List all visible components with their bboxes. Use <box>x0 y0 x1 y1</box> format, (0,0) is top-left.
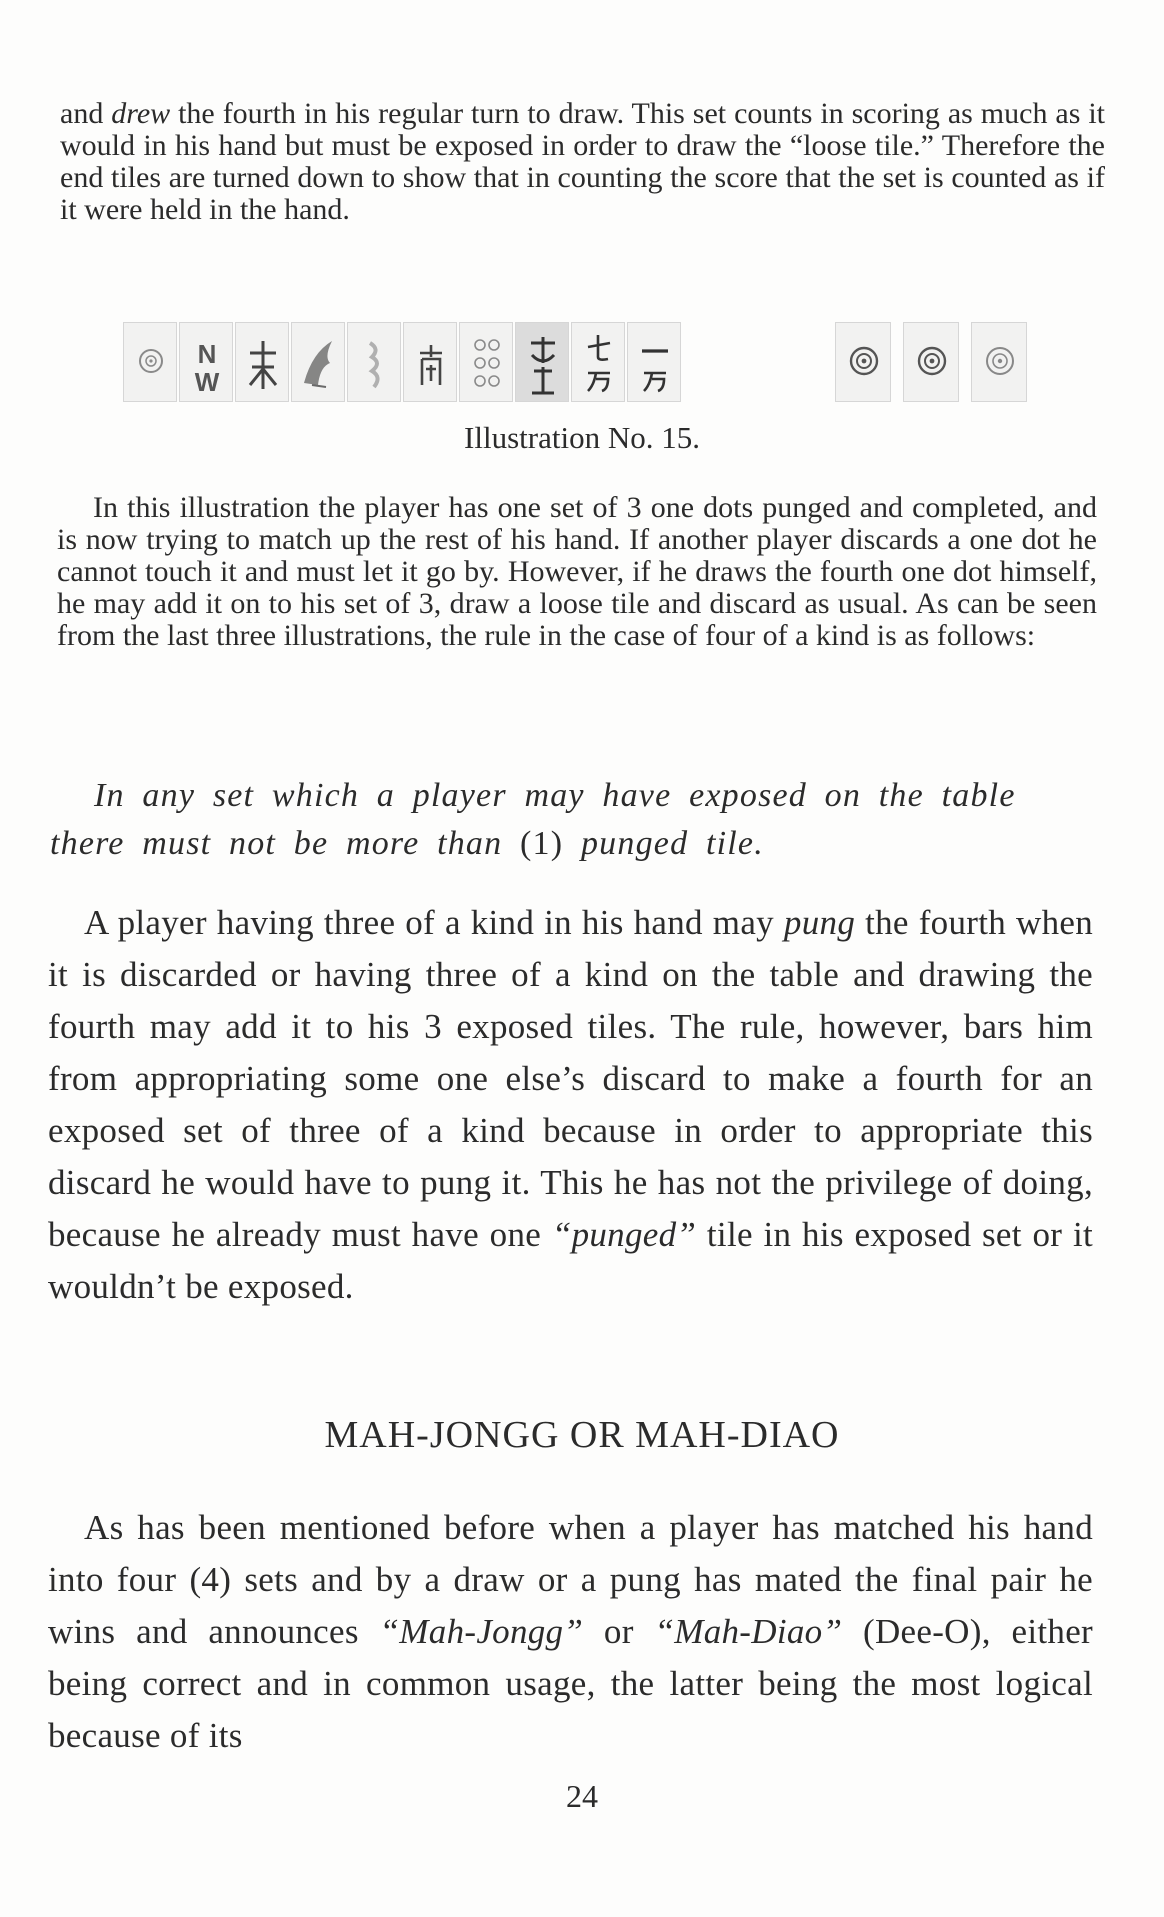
text-segment: or <box>583 1612 655 1651</box>
text-segment: (Dee-O), either being correct and in common usage, the latter being the most logical because of its <box>48 1612 1094 1755</box>
tile-faded-character <box>347 322 401 402</box>
one-dot-icon <box>836 323 891 402</box>
text-segment: the fourth when it is discarded or having three of a kind on the table and drawing the fourth may add it to his 3 exposed tiles. The rule, however, bars him from appropriating some one else’s discard to make a fourth for an exposed set of three of a kind because in order to appropriate this discard he would have to pung it. This he has not the privilege of doing, because he already must have one <box>48 903 1094 1254</box>
one-wan-icon <box>628 323 681 402</box>
text-segment: the fourth in his regular turn to draw. This set counts in scoring as much as it would in his hand but must be exposed in order to draw the “loose tile.” Therefore the end tiles are turned down to show that in counting the score that the set is counted as if it were held in the hand. <box>60 97 1105 226</box>
rule-statement <box>50 772 1100 868</box>
paragraph-mah-jongg <box>48 1502 1093 1762</box>
illustration-tile-row <box>0 322 1164 404</box>
tile-one-wan <box>627 322 681 402</box>
emphasis-pung: pung <box>783 903 856 942</box>
tile-south-wind <box>403 322 457 402</box>
rule-text: In any set which a player may have exposed on the table there must not be more than <box>50 777 1016 862</box>
tile-one-dot <box>835 322 891 402</box>
bird-icon <box>292 323 345 402</box>
emphasis-punged: “punged” <box>551 1215 697 1254</box>
dots-icon <box>460 323 513 402</box>
emphasis-mah-jongg: “Mah-Jongg” <box>379 1612 584 1651</box>
tile-one-dot <box>903 322 959 402</box>
tile-glyph: W <box>194 367 220 397</box>
wind-glyph-icon <box>180 323 233 402</box>
south-character-icon <box>404 323 457 402</box>
tile-wind-nw <box>179 322 233 402</box>
east-character-icon <box>236 323 289 402</box>
text-segment: and <box>60 97 112 130</box>
emphasis-mah-diao: “Mah-Diao” <box>654 1612 843 1651</box>
text-segment: tile in his exposed set or it wouldn’t be exposed. <box>48 1215 1093 1306</box>
paragraph-top <box>60 98 1105 226</box>
one-dot-icon <box>972 323 1027 402</box>
tile-one-dot <box>971 322 1027 402</box>
rule-text: punged tile. <box>563 825 764 862</box>
tile-glyph: N <box>197 339 217 369</box>
character-icon <box>516 323 569 402</box>
text-segment: A player having three of a kind in his hand may <box>84 903 784 942</box>
tile-dots <box>459 322 513 402</box>
one-dot-icon <box>904 323 959 402</box>
page-number: 24 <box>566 1778 598 1814</box>
tile-one-dot <box>123 322 177 402</box>
section-heading: MAH-JONGG OR MAH-DIAO <box>324 1414 840 1456</box>
tile-seven-wan <box>571 322 625 402</box>
one-dot-icon <box>124 323 177 402</box>
rule-number: (1) <box>520 825 564 862</box>
text-segment: As has been mentioned before when a player has matched his hand into four (4) sets and by a draw or a pung has mated the final pair he wins and announces <box>48 1508 1093 1651</box>
illustration-caption: Illustration No. 15. <box>464 420 700 455</box>
tile-bamboo-bird <box>291 322 345 402</box>
faded-glyph-icon <box>348 323 401 402</box>
emphasis-drew: drew <box>111 97 171 130</box>
seven-wan-icon <box>572 323 625 402</box>
paragraph-pung-rule <box>48 897 1093 1313</box>
tile-east-wind <box>235 322 289 402</box>
tile-dark-character <box>515 322 569 402</box>
paragraph-explanation: In this illustration the player has one set of 3 one dots punged and completed, and is now trying to match up the rest of his hand. If another player discards a one dot he cannot touch it and must let it go by. However, if he draws the fourth one dot himself, he may add it on to his set of 3, draw a loose tile and discard as usual. As can be seen from the last three illustrations, the rule in the case of four of a kind is as follows: <box>57 491 1097 652</box>
